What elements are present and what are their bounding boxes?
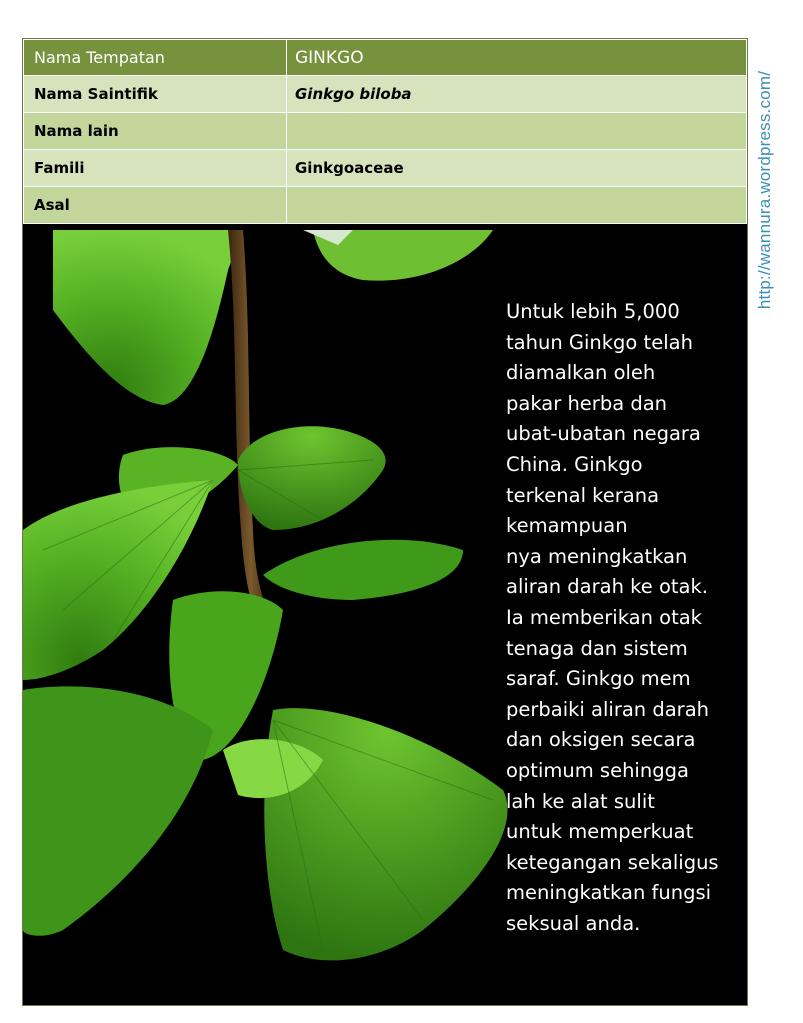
row-label-origin: Asal <box>24 187 287 224</box>
row-label-other-name: Nama lain <box>24 113 287 150</box>
row-value-local-name: GINKGO <box>287 40 747 76</box>
row-label-scientific-name: Nama Saintifik <box>24 76 287 113</box>
row-label-family: Famili <box>24 150 287 187</box>
row-value-family: Ginkgoaceae <box>287 150 747 187</box>
row-value-scientific-name: Ginkgo biloba <box>287 76 747 113</box>
ginkgo-description: Untuk lebih 5,000 tahun Ginkgo telah diamalkan oleh pakar herba dan ubat-ubatan negara China. Ginkgo terkenal kerana kemampuan nya meningkatkan aliran darah ke otak. Ia memberikan otak tenaga dan sistem saraf. Ginkgo mem perbaiki aliran darah dan oksigen secara optimum sehingga lah ke alat sulit untuk memperkuat ketegangan sekaligus meningkatkan fungsi seksual anda. <box>506 300 719 935</box>
row-value-origin <box>287 187 747 224</box>
row-label-local-name: Nama Tempatan <box>24 40 287 76</box>
table-row <box>24 40 747 76</box>
info-table <box>23 39 747 224</box>
row-value-other-name <box>287 113 747 150</box>
table-row <box>24 76 747 113</box>
table-row <box>24 150 747 187</box>
ginkgo-info-card <box>22 38 748 1006</box>
watermark-text: http://wannura.wordpress.com/ <box>755 70 774 310</box>
table-row <box>24 113 747 150</box>
table-row <box>24 187 747 224</box>
watermark-url <box>752 40 778 340</box>
